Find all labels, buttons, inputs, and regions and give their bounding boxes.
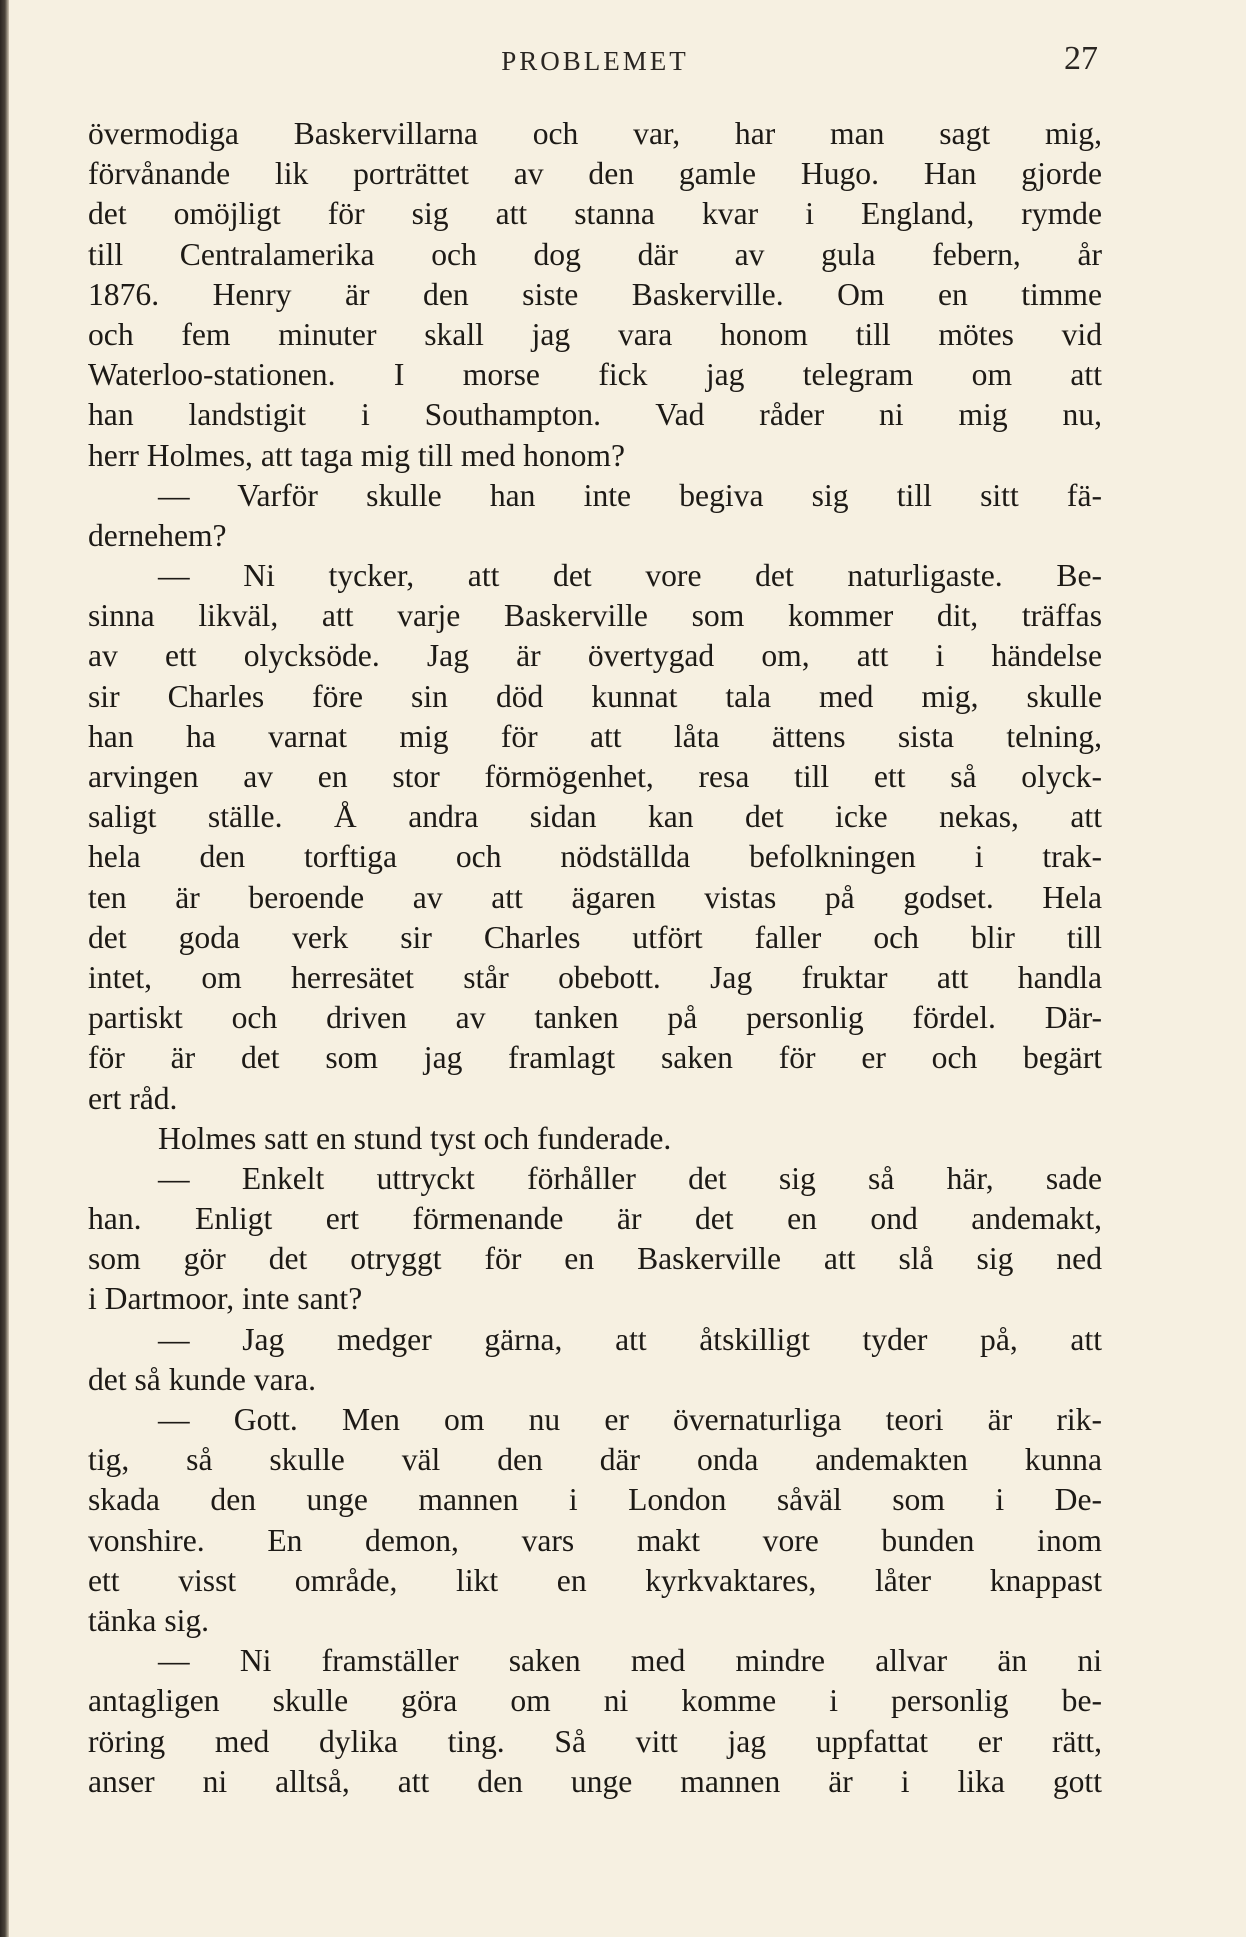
text-line: förvånande lik porträttet av den gamle Hugo. Han gjorde [88,156,1102,192]
text-line: han landstigit i Southampton. Vad råder ni mig nu, [88,397,1102,433]
text-line: anser ni alltså, att den unge mannen är i lika gott [88,1763,1102,1799]
text-line: för är det som jag framlagt saken för er och begärt [88,1040,1102,1076]
text-line: tänka sig. [88,1602,210,1638]
text-line: — Jag medger gärna, att åtskilligt tyder på, att [158,1321,1102,1357]
text-line: som gör det otryggt för en Baskerville att slå sig ned [88,1241,1102,1277]
text-line: — Varför skulle han inte begiva sig till sitt fä- [158,477,1102,513]
text-line: i Dartmoor, inte sant? [88,1281,363,1317]
text-line: det omöjligt för sig att stanna kvar i England, rymde [88,196,1102,232]
text-line: dernehem? [88,517,227,553]
text-line: Waterloo-stationen. I morse fick jag telegram om att [88,357,1102,393]
text-line: sinna likväl, att varje Baskerville som kommer dit, träffas [88,598,1102,634]
text-line: Holmes satt en stund tyst och funderade. [158,1120,672,1156]
text-line: arvingen av en stor förmögenhet, resa till ett så olyck- [88,759,1102,794]
text-line: — Ni tycker, att det vore det naturligaste. Be- [158,558,1102,594]
text-line: saligt ställe. Å andra sidan kan det icke nekas, att [88,799,1102,835]
running-head: PROBLEMET [501,46,689,76]
text-line: övermodiga Baskervillarna och var, har man sagt mig, [88,116,1102,151]
page-header [88,40,1102,90]
text-line: han ha varnat mig för att låta ättens sista telning, [88,718,1102,754]
book-spine-edge [0,0,9,1937]
text-line: det så kunde vara. [88,1361,317,1397]
text-line: antagligen skulle göra om ni komme i personlig be- [88,1683,1102,1719]
text-line: till Centralamerika och dog där av gula febern, år [88,236,1102,272]
text-line: det goda verk sir Charles utfört faller och blir till [88,919,1102,955]
text-line: — Ni framställer saken med mindre allvar än ni [158,1643,1102,1679]
text-line: ert råd. [88,1080,178,1116]
text-line: — Gott. Men om nu er övernaturliga teori är rik- [158,1402,1102,1437]
text-line: tig, så skulle väl den där onda andemakten kunna [88,1442,1102,1478]
text-line: han. Enligt ert förmenande är det en ond andemakt, [88,1201,1102,1237]
text-line: ten är beroende av att ägaren vistas på godset. Hela [88,879,1102,915]
text-line: intet, om herresätet står obebott. Jag fruktar att handla [88,959,1102,995]
text-line: och fem minuter skall jag vara honom till mötes vid [88,316,1102,352]
body-text [88,114,1102,1802]
text-line: 1876. Henry är den siste Baskerville. Om en timme [88,276,1102,312]
text-line: partiskt och driven av tanken på personlig fördel. Där- [88,1000,1102,1036]
text-line: ett visst område, likt en kyrkvaktares, låter knappast [88,1562,1102,1598]
text-line: herr Holmes, att taga mig till med honom? [88,437,625,473]
page-number: 27 [1064,40,1098,77]
text-line: — Enkelt uttryckt förhåller det sig så här, sade [158,1160,1102,1196]
text-line: av ett olycksöde. Jag är övertygad om, att i händelse [88,638,1102,674]
text-line: hela den torftiga och nödställda befolkningen i trak- [88,839,1102,875]
text-line: sir Charles före sin död kunnat tala med mig, skulle [88,678,1102,714]
text-line: vonshire. En demon, vars makt vore bunden inom [88,1522,1102,1558]
text-line: skada den unge mannen i London såväl som i De- [88,1482,1102,1518]
text-line: röring med dylika ting. Så vitt jag uppfattat er rätt, [88,1723,1102,1759]
book-page [88,40,1102,1802]
